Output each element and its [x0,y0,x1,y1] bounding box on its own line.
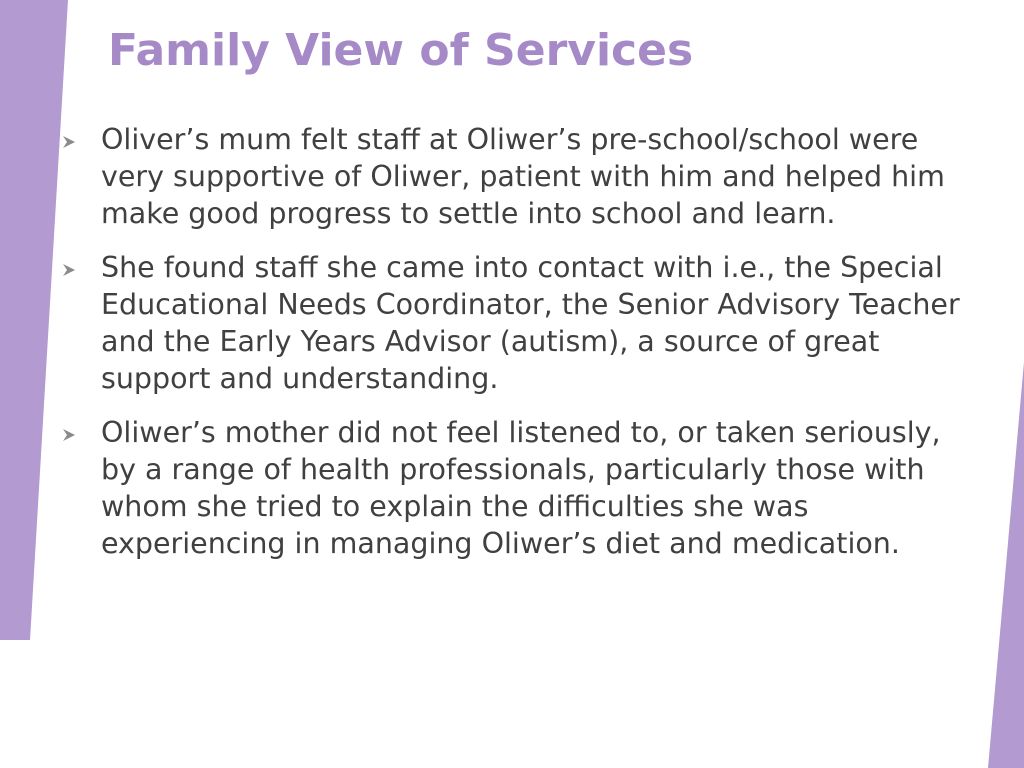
bullet-text: Oliwer’s mother did not feel listened to, or taken seriously, by a range of health professionals, particularly those with whom she tried to explain the difficulties she was experiencing in managing Oliwer’s diet and medication. [101,416,941,560]
arrowhead-bullet-icon [62,135,76,149]
bullet-text: Oliver’s mum felt staff at Oliwer’s pre-school/school were very supportive of Oliwer, patient with him and helped him make good progress to settle into school and learn. [101,123,945,230]
bullet-text: She found staff she came into contact with i.e., the Special Educational Needs Coordinator, the Senior Advisory Teacher and the Early Years Advisor (autism), a source of great support and understanding. [101,251,960,395]
bullet-item [62,414,982,562]
slide-title: Family View of Services [108,25,694,76]
bullet-list [62,121,982,579]
arrowhead-bullet-icon [62,428,76,442]
arrowhead-bullet-icon [62,263,76,277]
bullet-item [62,121,982,232]
bullet-item [62,249,982,397]
